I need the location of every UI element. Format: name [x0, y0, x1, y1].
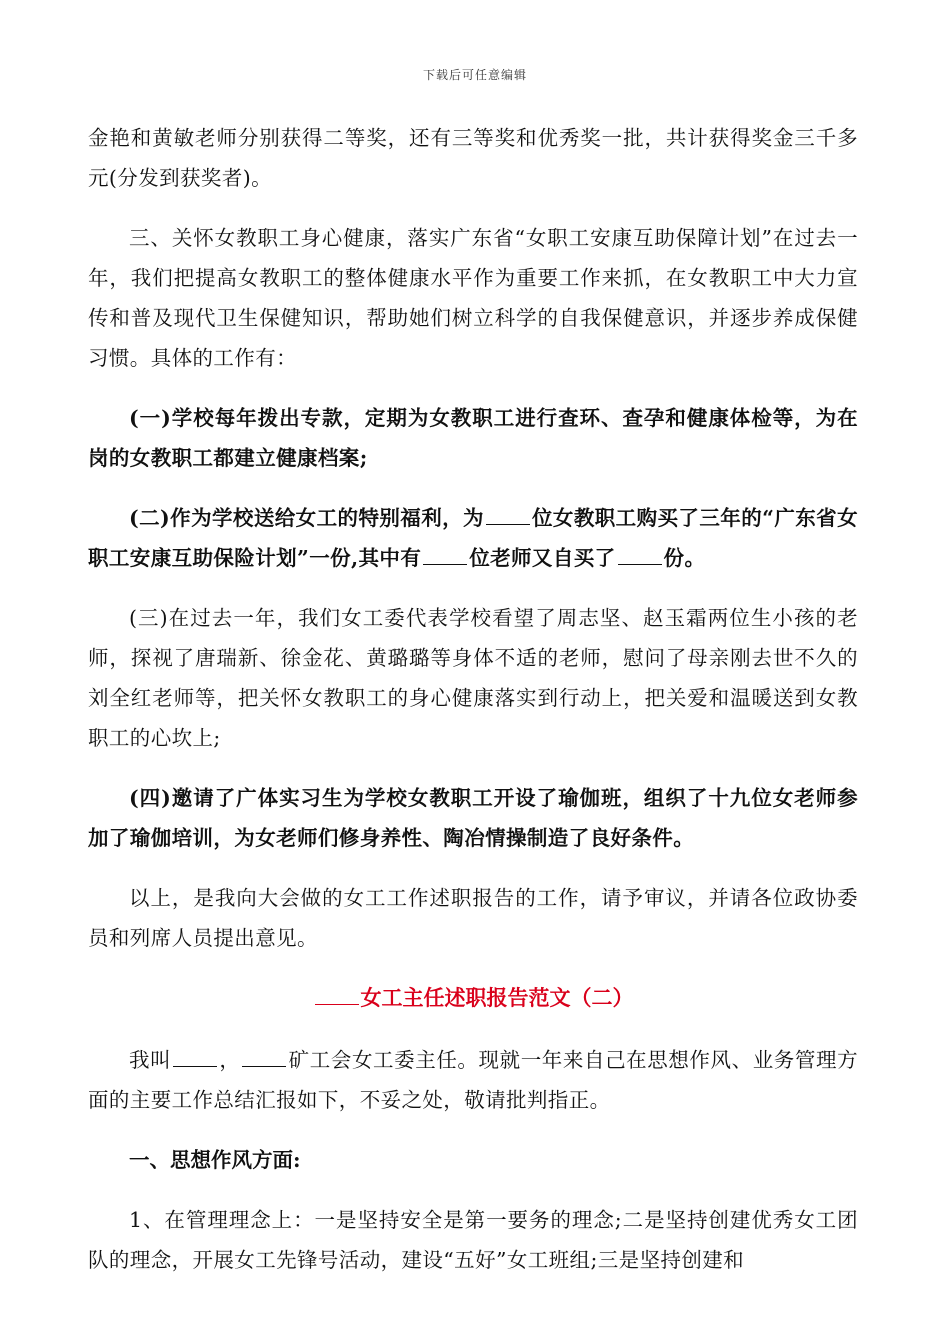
document-body: [88, 118, 858, 1300]
paragraph-health-care: 三、关怀女教职工身心健康，落实广东省“女职工安康互助保障计划”在过去一年，我们把提高女教职工的整体健康水平作为重要工作来抓，在女教职工中大力宣传和普及现代卫生保健知识，帮助她们树立科学的自我保健意识，并逐步养成保健习惯。具体的工作有：: [88, 226, 858, 370]
paragraph-intro: [88, 1040, 858, 1120]
heading-ideology: 一、思想作风方面:: [129, 1148, 301, 1172]
intro-text-b: ，: [219, 1048, 241, 1072]
intro-text-a: 我叫: [129, 1048, 172, 1072]
item-2-text-a: (二)作为学校送给女工的特别福利，为: [129, 506, 484, 530]
blank-field: [423, 546, 467, 565]
paragraph-conclusion: 以上，是我向大会做的女工工作述职报告的工作，请予审议，并请各位政协委员和列席人员提出意见。: [88, 886, 858, 950]
paragraph-award: 金艳和黄敏老师分别获得二等奖，还有三等奖和优秀奖一批，共计获得奖金三千多元(分发到获奖者)。: [88, 126, 858, 190]
blank-field: [173, 1048, 217, 1067]
paragraph-item-4: (四)邀请了广体实习生为学校女教职工开设了瑜伽班，组织了十九位女老师参加了瑜伽培训，为女老师们修身养性、陶冶情操制造了良好条件。: [88, 786, 858, 850]
intro-text-c: 矿工会女工委主任。现就一年来自己在思想作风、业务管理方面的主要工作总结汇报如下，不妥之处，敬请批判指正。: [88, 1048, 858, 1112]
paragraph-item-3: (三)在过去一年，我们女工委代表学校看望了周志坚、赵玉霜两位生小孩的老师，探视了唐瑞新、徐金花、黄璐璐等身体不适的老师，慰问了母亲刚去世不久的刘全红老师等，把关怀女教职工的身心健康落实到行动上，把关爱和温暖送到女教职工的心坎上;: [88, 606, 858, 750]
item-2-text-c: 位老师又自买了: [469, 546, 616, 570]
paragraph-item-1: (一)学校每年拨出专款，定期为女教职工进行查环、查孕和健康体检等，为在岗的女教职工都建立健康档案;: [88, 406, 858, 470]
blank-field: [315, 986, 359, 1005]
paragraph-management-concept: 1、在管理理念上：一是坚持安全是第一要务的理念;二是坚持创建优秀女工团队的理念，开展女工先锋号活动，建设“五好”女工班组;三是坚持创建和: [88, 1208, 858, 1272]
section-title: [88, 978, 858, 1018]
blank-field: [486, 506, 530, 525]
paragraph-item-2: [88, 498, 858, 578]
item-2-text-b: 位女教职工购买了三年的“广东省女职工安康互助保险计划”一份,其中有: [88, 506, 858, 570]
blank-field: [618, 546, 662, 565]
section-title-text: 女工主任述职报告范文（二）: [360, 985, 634, 1010]
blank-field: [242, 1048, 286, 1067]
item-2-text-d: 份。: [663, 546, 706, 570]
page-header: 下载后可任意编辑: [422, 68, 527, 82]
